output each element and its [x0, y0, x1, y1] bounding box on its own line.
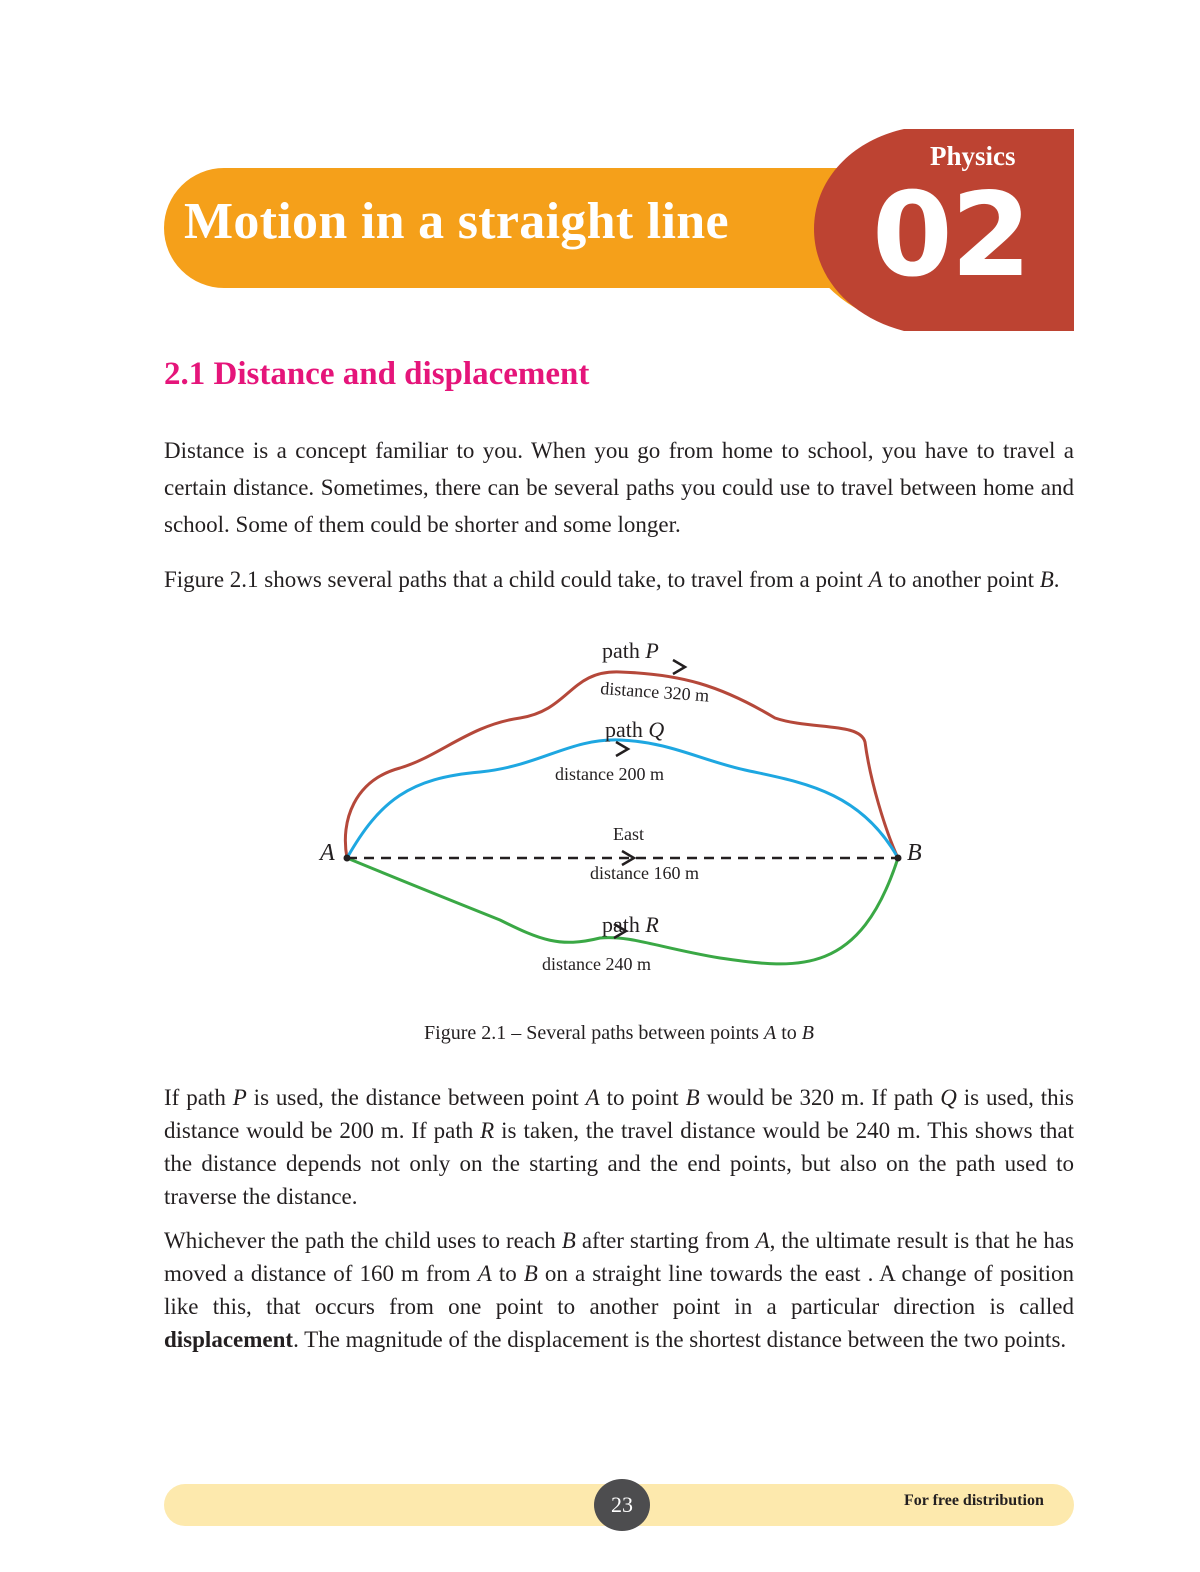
path-r-label: path R [602, 912, 659, 937]
figure-caption: Figure 2.1 – Several paths between points A to B [424, 1022, 814, 1044]
paragraph-intro: Distance is a concept familiar to you. When you go from home to school, you have to travel a certain distance. Sometimes, there can be several paths you could use to travel between home and school. Some of them could be shorter and some longer. [164, 438, 1074, 537]
point-b-dot [895, 855, 902, 862]
page-number: 23 [594, 1479, 650, 1531]
point-a-dot [344, 855, 351, 862]
path-p-label: path P [602, 638, 659, 663]
paragraph-distance-depends: If path P is used, the distance between point A to point B would be 320 m. If path Q is used, this distance would be 200 m. If path R is taken, the travel distance would be 240 m. This shows that the distance depends not only on the starting and the end points, but also on the path used to traverse the distance. [164, 1085, 1074, 1209]
subject-label: Physics [930, 141, 1016, 171]
section-heading: 2.1 Distance and displacement [164, 356, 590, 392]
path-q-label: path Q [605, 717, 665, 742]
point-a-label: A [320, 840, 335, 866]
direction-label: East [613, 824, 644, 844]
footer-text: For free distribution [904, 1492, 1044, 1509]
distance-p-label: distance 320 m [599, 678, 710, 706]
chapter-title: Motion in a straight line [184, 193, 729, 250]
point-b-label: B [907, 840, 922, 866]
distance-r-label: distance 240 m [542, 954, 651, 974]
chapter-number: 02 [872, 168, 1030, 303]
distance-q-label: distance 200 m [555, 764, 664, 784]
distance-ab-label: distance 160 m [590, 863, 699, 883]
term-displacement: displacement [164, 1327, 294, 1352]
arrow-q-icon [616, 742, 628, 756]
paragraph-figure-ref: Figure 2.1 shows several paths that a child could take, to travel from a point A to another point B. [164, 567, 1060, 592]
paragraph-displacement: Whichever the path the child uses to reach B after starting from A, the ultimate result is that he has moved a distance of 160 m from A to B on a straight line towards the east . A change of position like this, that occurs from one point to another point in a particular direction is called displacement. The magnitude of the displacement is the shortest distance between the two points. [164, 1228, 1075, 1352]
arrow-p-icon [673, 660, 685, 674]
figure-paths [300, 630, 940, 990]
